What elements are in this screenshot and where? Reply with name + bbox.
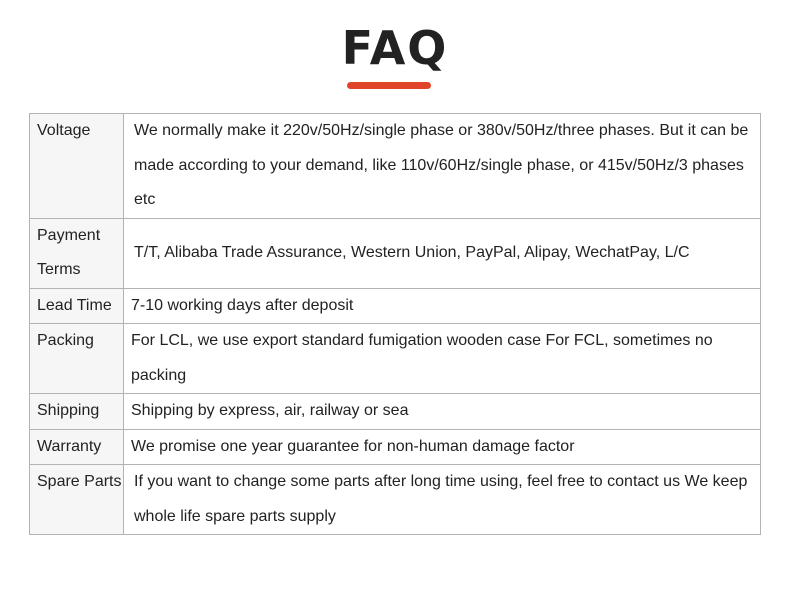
faq-table: [29, 113, 761, 535]
faq-row-warranty: [30, 429, 761, 465]
faq-label: Payment Terms: [30, 218, 124, 288]
faq-value: We promise one year guarantee for non-human damage factor: [124, 429, 761, 465]
faq-value: Shipping by express, air, railway or sea: [124, 394, 761, 430]
faq-label: Lead Time: [30, 288, 124, 324]
faq-value: For LCL, we use export standard fumigation wooden case For FCL, sometimes no packing: [124, 324, 761, 394]
faq-label: Warranty: [30, 429, 124, 465]
faq-label: Shipping: [30, 394, 124, 430]
faq-row-voltage: [30, 114, 761, 219]
faq-row-payment-terms: [30, 218, 761, 288]
page-title: FAQ: [341, 21, 449, 75]
faq-value: We normally make it 220v/50Hz/single phase or 380v/50Hz/three phases. But it can be made according to your demand, like 110v/60Hz/single phase, or 415v/50Hz/3 phases etc: [124, 114, 761, 219]
faq-value: If you want to change some parts after long time using, feel free to contact us We keep whole life spare parts supply: [124, 465, 761, 535]
faq-row-lead-time: [30, 288, 761, 324]
faq-row-packing: [30, 324, 761, 394]
faq-row-shipping: [30, 394, 761, 430]
faq-value: T/T, Alibaba Trade Assurance, Western Union, PayPal, Alipay, WechatPay, L/C: [124, 218, 761, 288]
faq-value: 7-10 working days after deposit: [124, 288, 761, 324]
faq-row-spare-parts: [30, 465, 761, 535]
faq-label: Spare Parts: [30, 465, 124, 535]
faq-label: Packing: [30, 324, 124, 394]
title-underline: [347, 82, 431, 89]
faq-label: Voltage: [30, 114, 124, 219]
